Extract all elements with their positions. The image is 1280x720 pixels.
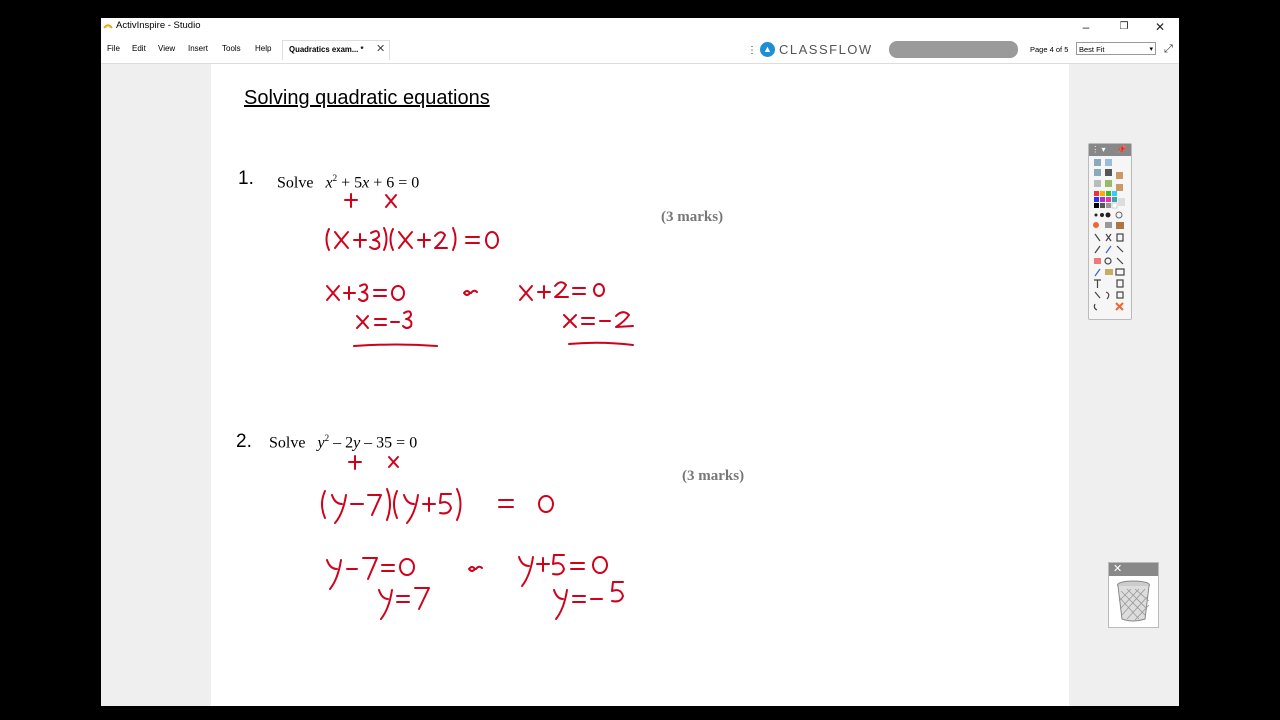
- trash-bin-icon[interactable]: [1115, 579, 1152, 623]
- ink-q2-signs: [349, 456, 398, 469]
- question-2-marks: (3 marks): [682, 468, 745, 484]
- ink-q2-root-a: [327, 558, 414, 589]
- toolbox-header[interactable]: ⋮ ▾ 📌: [1089, 144, 1131, 156]
- more-options-icon[interactable]: ⋮: [747, 45, 757, 56]
- document-tab-label: Quadratics exam... *: [289, 45, 364, 54]
- classflow-label: CLASSFLOW: [779, 42, 873, 57]
- ink-q1-answer-a: [354, 311, 437, 346]
- question-1-number: 1.: [238, 168, 254, 189]
- menu-tools[interactable]: Tools: [222, 44, 241, 53]
- chevron-down-icon: ▾: [1149, 46, 1153, 53]
- classflow-logo-icon: ▲: [760, 42, 775, 57]
- ink-q1-factorised: [327, 228, 499, 250]
- zoom-value: Best Fit: [1079, 45, 1105, 54]
- classflow-search-input[interactable]: [889, 41, 1018, 58]
- fullscreen-icon[interactable]: ⤢: [1164, 43, 1173, 55]
- title-bar: [101, 18, 1179, 36]
- restore-button[interactable]: ❐: [1119, 21, 1129, 32]
- trash-panel[interactable]: [1108, 562, 1159, 628]
- question-2-number: 2.: [236, 431, 252, 452]
- ink-q1-answer-b: [564, 312, 633, 345]
- page-title: Solving quadratic equations: [244, 87, 490, 109]
- menu-help[interactable]: Help: [255, 44, 272, 53]
- toolbox-panel[interactable]: [1088, 143, 1132, 320]
- toolbox-icon[interactable]: [1091, 158, 1129, 316]
- tab-close-icon[interactable]: ✕: [376, 43, 386, 55]
- ink-q2-or: [469, 567, 482, 571]
- flipchart-canvas: [101, 64, 1179, 706]
- ink-q2-answer-a: [379, 588, 429, 619]
- pen-annotations: [211, 64, 1069, 706]
- menu-insert[interactable]: Insert: [188, 44, 209, 53]
- question-1-solve: Solve: [277, 174, 314, 192]
- activinspire-window: [101, 18, 1179, 706]
- flipchart-page[interactable]: [211, 64, 1069, 706]
- window-title: ActivInspire - Studio: [116, 20, 201, 31]
- ink-q1-root-a: [327, 284, 404, 301]
- ink-q1-root-b: [520, 282, 604, 300]
- menu-view[interactable]: View: [158, 44, 176, 53]
- document-tab[interactable]: [282, 40, 390, 60]
- zoom-select[interactable]: [1076, 42, 1156, 55]
- ink-q2-root-b: [519, 555, 607, 586]
- close-button[interactable]: ✕: [1154, 20, 1166, 34]
- ink-q1-or: [464, 291, 477, 295]
- question-2-text: Solve $y^2 - 2y - 35 = 0$: [269, 433, 418, 452]
- ink-q1-signs: [345, 194, 396, 207]
- ink-q2-factorised: [322, 489, 553, 523]
- question-1-marks: (3 marks): [661, 209, 724, 225]
- menu-file[interactable]: File: [107, 44, 120, 53]
- page-indicator: Page 4 of 5: [1030, 45, 1069, 54]
- minimize-button[interactable]: –: [1082, 20, 1090, 34]
- menu-edit[interactable]: Edit: [132, 44, 146, 53]
- classflow-logo[interactable]: [760, 42, 885, 58]
- app-logo-icon: [103, 21, 113, 31]
- question-2-solve: Solve: [269, 434, 306, 452]
- question-1-text: Solve $x^2 + 5x + 6 = 0$: [277, 173, 420, 192]
- ink-q2-answer-b: [554, 582, 623, 619]
- trash-close-icon[interactable]: ✕: [1109, 563, 1158, 576]
